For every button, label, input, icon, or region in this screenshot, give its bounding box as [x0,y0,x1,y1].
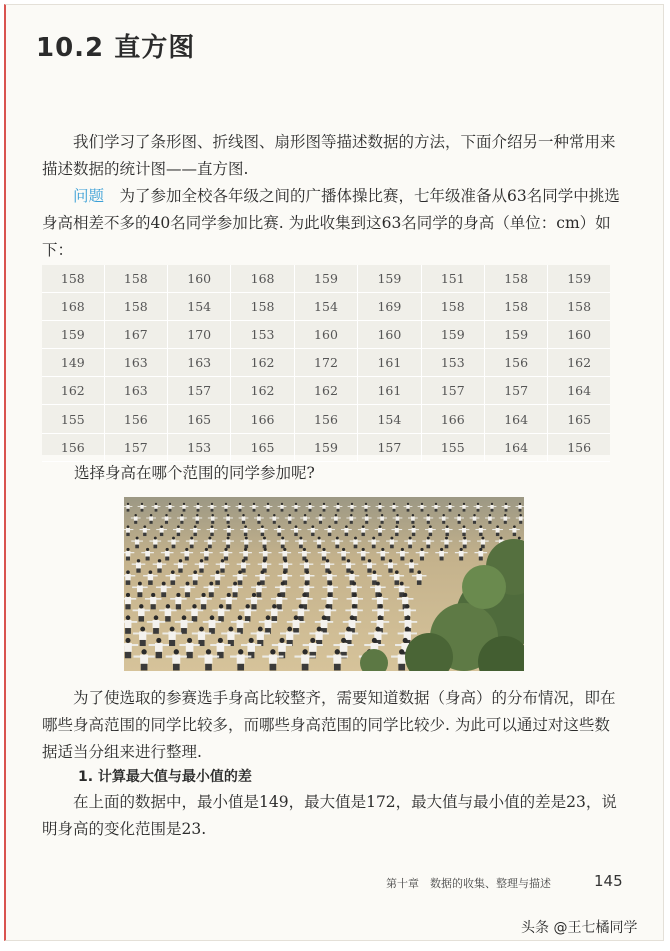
table-cell: 158 [484,293,547,321]
table-cell: 162 [231,349,294,377]
table-cell: 154 [294,293,357,321]
table-cell: 159 [421,321,484,349]
section-title: 直方图 [114,33,196,63]
table-cell: 154 [168,293,231,321]
heights-grid [42,265,610,462]
page-number: 145 [594,872,623,890]
problem-paragraph [42,183,622,264]
table-cell: 156 [104,405,167,433]
table-cell: 158 [421,293,484,321]
table-cell: 165 [168,405,231,433]
table-cell: 164 [484,405,547,433]
table-cell: 168 [231,265,294,293]
table-cell: 155 [42,405,104,433]
chapter-footer: 第十章 数据的收集、整理与描述 [386,877,551,890]
table-cell: 153 [168,433,231,461]
table-cell: 155 [421,433,484,461]
question-text: 选择身高在哪个范围的同学参加呢? [74,464,315,482]
table-row [42,349,610,377]
table-cell: 169 [358,293,421,321]
table-cell: 153 [231,321,294,349]
table-cell: 157 [358,433,421,461]
table-cell: 172 [294,349,357,377]
distribution-paragraph: 为了使选取的参赛选手身高比较整齐，需要知道数据（身高）的分布情况，即在哪些身高范围的同学比较多，而哪些身高范围的同学比较少. 为此可以通过对这些数据适当分组来进行整理. [42,689,616,761]
table-cell: 163 [168,349,231,377]
table-cell: 153 [421,349,484,377]
section-heading [36,27,195,64]
table-cell: 162 [294,377,357,405]
table-cell: 157 [484,377,547,405]
section-number: 10.2 [36,33,105,63]
table-cell: 163 [104,377,167,405]
heights-table [42,265,610,455]
table-cell: 170 [168,321,231,349]
table-row [42,377,610,405]
table-cell: 159 [548,265,610,293]
table-cell: 158 [104,265,167,293]
table-cell: 151 [421,265,484,293]
table-cell: 158 [42,265,104,293]
table-cell: 160 [168,265,231,293]
table-cell: 164 [484,433,547,461]
table-row [42,293,610,321]
table-cell: 162 [231,377,294,405]
problem-text: 为了参加全校各年级之间的广播体操比赛，七年级准备从63名同学中挑选身高相差不多的40名同学参加比赛. 为此收集到这63名同学的身高（单位：cm）如下： [42,187,620,259]
table-cell: 157 [104,433,167,461]
table-cell: 160 [358,321,421,349]
table-cell: 156 [548,433,610,461]
table-row [42,405,610,433]
watermark-text: 头条 @王七橘同学 [521,920,638,936]
intro-paragraph: 我们学习了条形图、折线图、扇形图等描述数据的方法，下面介绍另一种常用来描述数据的统计图——直方图. [42,133,616,178]
table-cell: 162 [548,349,610,377]
table-row [42,321,610,349]
table-cell: 158 [548,293,610,321]
table-cell: 149 [42,349,104,377]
table-cell: 164 [548,377,610,405]
step-heading: 1. 计算最大值与最小值的差 [78,769,252,785]
table-cell: 162 [42,377,104,405]
table-cell: 159 [294,433,357,461]
table-cell: 154 [358,405,421,433]
table-cell: 161 [358,377,421,405]
table-cell: 159 [358,265,421,293]
table-cell: 161 [358,349,421,377]
table-cell: 165 [231,433,294,461]
problem-label: 问题 [73,187,105,205]
table-cell: 157 [168,377,231,405]
textbook-page [4,4,664,941]
table-cell: 156 [484,349,547,377]
table-row [42,265,610,293]
table-cell: 158 [484,265,547,293]
table-cell: 160 [294,321,357,349]
table-cell: 160 [548,321,610,349]
range-paragraph: 在上面的数据中，最小值是149，最大值是172，最大值与最小值的差是23，说明身高的变化范围是23. [42,793,617,838]
table-cell: 159 [42,321,104,349]
table-cell: 163 [104,349,167,377]
table-cell: 165 [548,405,610,433]
table-cell: 166 [421,405,484,433]
table-cell: 158 [231,293,294,321]
table-cell: 158 [104,293,167,321]
table-cell: 167 [104,321,167,349]
table-row [42,433,610,461]
table-cell: 159 [484,321,547,349]
table-cell: 166 [231,405,294,433]
table-cell: 168 [42,293,104,321]
table-cell: 157 [421,377,484,405]
exercise-photo [124,497,524,671]
table-cell: 159 [294,265,357,293]
table-cell: 156 [294,405,357,433]
table-cell: 156 [42,433,104,461]
